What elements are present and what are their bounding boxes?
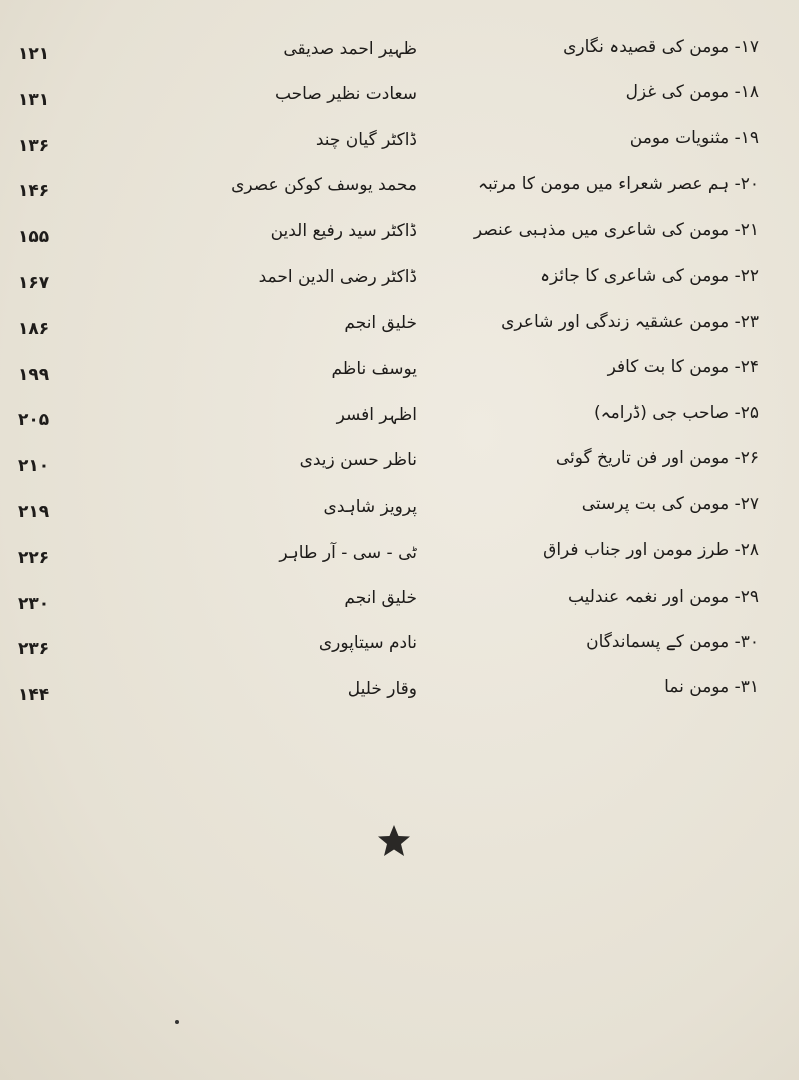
toc-author: ٹی - سی - آر طاہر — [279, 542, 417, 563]
toc-row — [0, 124, 799, 170]
toc-author: خلیق انجم — [344, 312, 417, 333]
toc-author: ڈاکٹر گیان چند — [315, 129, 417, 150]
toc-author: پرویز شاہدی — [323, 496, 417, 517]
toc-title: ۲۶- مومن اور فن تاریخ گوئی — [555, 448, 759, 469]
toc-page-number: ۱۹۹ — [18, 364, 50, 385]
toc-author: محمد یوسف کوکن عصری — [231, 175, 417, 196]
toc-title: ۳۰- مومن کے پسماندگان — [586, 632, 759, 653]
toc-title: ۲۹- مومن اور نغمہ عندلیب — [567, 586, 759, 607]
toc-author: سعادت نظیر صاحب — [274, 83, 417, 104]
star-icon — [377, 824, 411, 858]
toc-row — [0, 673, 799, 719]
toc-title: ۳۱- مومن نما — [664, 677, 759, 698]
toc-page-number: ۲۳۶ — [18, 639, 50, 660]
toc-title: ۲۳- مومن عشقیہ زندگی اور شاعری — [501, 311, 759, 332]
toc-title: ۱۸- مومن کی غزل — [625, 81, 759, 102]
toc-page-number: ۲۰۵ — [18, 410, 50, 431]
toc-page-number: ۲۱۰ — [18, 456, 50, 477]
toc-author: خلیق انجم — [344, 587, 417, 608]
toc-page-number: ۱۳۱ — [18, 89, 50, 110]
toc-title: ۲۷- مومن کی بت پرستی — [581, 493, 759, 514]
toc-page-number: ۱۶۷ — [18, 272, 50, 293]
toc-row — [0, 444, 799, 490]
toc-row — [0, 490, 799, 536]
toc-title: ۱۹- مثنویات مومن — [629, 127, 759, 148]
toc-page-number: ۱۸۶ — [18, 318, 50, 339]
toc-author: ناظر حسن زیدی — [299, 450, 417, 471]
toc-title: ۱۷- مومن کی قصیدہ نگاری — [563, 37, 759, 57]
toc-row — [0, 582, 799, 628]
toc-row — [0, 398, 799, 444]
toc-row — [0, 307, 799, 353]
toc-page-number: ۱۴۶ — [18, 181, 50, 202]
toc-author: نادم سیتاپوری — [318, 633, 417, 654]
toc-row — [0, 215, 799, 261]
toc-author: وقار خلیل — [347, 679, 417, 700]
toc-title: ۲۲- مومن کی شاعری کا جائزہ — [540, 265, 759, 286]
toc-row — [0, 32, 799, 78]
toc-author: یوسف ناظم — [331, 358, 417, 379]
toc-page-number: ۲۱۹ — [18, 501, 50, 522]
toc-title: ۲۵- صاحب جی (ڈرامہ) — [594, 403, 759, 424]
toc-author: اظہر افسر — [336, 405, 417, 426]
toc-title: ۲۸- طرز مومن اور جناب فراق — [543, 539, 759, 560]
toc-row — [0, 353, 799, 399]
toc-row — [0, 78, 799, 124]
toc-row — [0, 261, 799, 307]
toc-row — [0, 169, 799, 215]
toc-title: ۲۰- ہم عصر شعراء میں مومن کا مرتبہ — [477, 174, 759, 195]
toc-author: ظہیر احمد صدیقی — [283, 39, 417, 59]
toc-page-number: ۱۴۴ — [18, 685, 50, 706]
toc-author: ڈاکٹر رضی الدین احمد — [258, 266, 417, 287]
toc-page-number: ۲۲۶ — [18, 547, 50, 568]
toc-title: ۲۱- مومن کی شاعری میں مذہبی عنصر — [473, 220, 759, 241]
toc-title: ۲۴- مومن کا بت کافر — [607, 356, 759, 377]
toc-author: ڈاکٹر سید رفیع الدین — [270, 221, 417, 242]
toc-page-number: ۱۲۱ — [18, 44, 50, 64]
toc-page-number: ۲۳۰ — [18, 593, 50, 614]
toc-row — [0, 627, 799, 673]
table-of-contents — [0, 32, 799, 719]
ink-dot — [175, 1020, 179, 1024]
toc-page-number: ۱۳۶ — [18, 135, 50, 156]
toc-page-number: ۱۵۵ — [18, 227, 50, 248]
toc-row — [0, 536, 799, 582]
